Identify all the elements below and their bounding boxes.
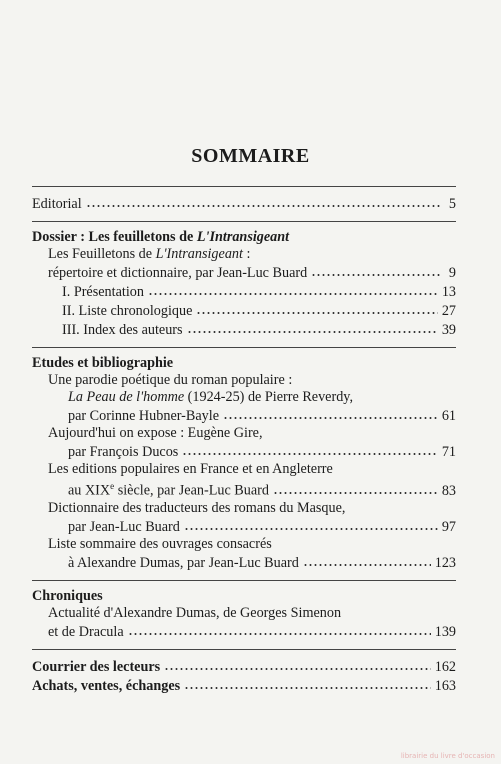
section-divider — [32, 580, 456, 581]
leader-dots — [182, 442, 437, 456]
section-heading-etudes: Etudes et bibliographie — [32, 355, 174, 371]
toc-entry-courrier: Courrier des lecteurs 162 — [32, 658, 456, 675]
page-number: 123 — [434, 554, 456, 571]
toc-entry-index-auteurs: III. Index des auteurs 39 — [62, 322, 456, 338]
page-number: 5 — [448, 196, 456, 212]
toc-entry-editorial — [32, 194, 456, 213]
toc-entry-feuilletons-line1: Les Feuilletons de L'Intransigeant : — [48, 246, 251, 262]
toc-entry-actualite: et de Dracula 139 — [48, 623, 456, 640]
watermark: librairie du livre d'occasion — [400, 752, 495, 760]
section-divider — [32, 221, 456, 222]
section-divider — [32, 347, 456, 348]
toc-entry-dumas: à Alexandre Dumas, par Jean-Luc Buard 123 — [68, 554, 456, 571]
page-number: 71 — [441, 444, 456, 460]
page-number: 61 — [441, 408, 456, 424]
toc-entry-actualite-line1: Actualité d'Alexandre Dumas, de Georges Simenon — [48, 604, 342, 621]
section-heading-dossier: Dossier : Les feuilletons de L'Intransigeant — [32, 229, 290, 245]
leader-dots — [184, 676, 431, 690]
page-number: 139 — [434, 623, 456, 640]
page-number: 39 — [441, 322, 456, 338]
leader-dots — [187, 320, 438, 334]
toc-entry-editions: au XIXe siècle, par Jean-Luc Buard 83 — [68, 481, 456, 499]
page-number: 163 — [434, 677, 456, 694]
leader-dots — [86, 194, 442, 208]
page-number: 9 — [448, 265, 456, 281]
table-of-contents — [32, 178, 456, 695]
page-number: 97 — [441, 518, 456, 535]
leader-dots — [164, 657, 431, 671]
toc-entry-feuilletons: répertoire et dictionnaire, par Jean-Luc Buard 9 — [48, 265, 456, 281]
leader-dots — [184, 517, 438, 531]
leader-dots — [273, 481, 438, 495]
page-number: 27 — [441, 303, 456, 319]
leader-dots — [148, 282, 438, 296]
toc-entry-parodie: par Corinne Hubner-Bayle 61 — [68, 408, 456, 424]
page-title: SOMMAIRE — [191, 145, 310, 167]
toc-entry-traducteurs: par Jean-Luc Buard 97 — [68, 518, 456, 535]
leader-dots — [223, 406, 438, 420]
toc-entry-gire-line1: Aujourd'hui on expose : Eugène Gire, — [48, 425, 263, 441]
toc-entry-dumas-line1: Liste sommaire des ouvrages consacrés — [48, 535, 272, 552]
toc-entry-achats: Achats, ventes, échanges 163 — [32, 677, 456, 694]
toc-entry-editions-line1: Les editions populaires en France et en Angleterre — [48, 461, 333, 477]
leader-dots — [303, 553, 431, 567]
section-divider — [32, 649, 456, 650]
page-number: 13 — [441, 284, 456, 300]
toc-entry-gire: par François Ducos 71 — [68, 444, 456, 460]
entry-label: Editorial — [32, 196, 82, 212]
leader-dots — [311, 263, 442, 277]
section-heading-chroniques: Chroniques — [32, 587, 103, 604]
page-number: 162 — [434, 658, 456, 675]
toc-entry-presentation: I. Présentation 13 — [62, 284, 456, 300]
leader-dots — [128, 622, 431, 636]
toc-entry-traducteurs-line1: Dictionnaire des traducteurs des romans du Masque, — [48, 499, 346, 516]
toc-entry-liste-chronologique: II. Liste chronologique 27 — [62, 303, 456, 319]
toc-entry-parodie-line1: Une parodie poétique du roman populaire : — [48, 372, 293, 388]
leader-dots — [196, 301, 437, 315]
toc-entry-parodie-line2: La Peau de l'homme (1924-25) de Pierre Reverdy, — [68, 389, 354, 405]
section-divider — [32, 186, 456, 187]
page-number: 83 — [441, 482, 456, 499]
